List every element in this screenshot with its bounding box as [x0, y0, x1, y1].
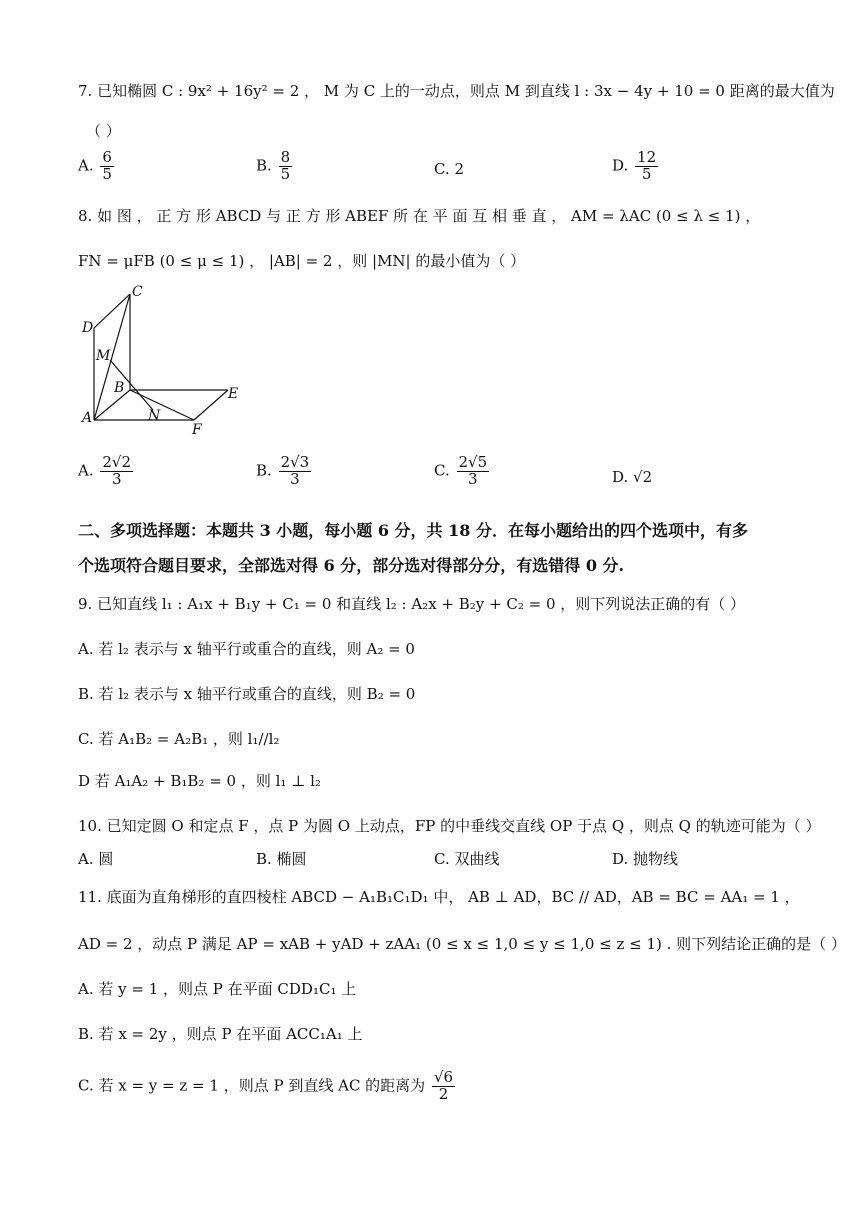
q7-option-d	[612, 150, 660, 183]
fraction	[279, 455, 312, 488]
q10-option-d: D. 抛物线	[612, 850, 679, 868]
q10-stem: 10. 已知定圆 O 和定点 F ，点 P 为圆 O 上动点，FP 的中垂线交直线 OP 于点 Q ，则点 Q 的轨迹可能为（ ）	[78, 817, 821, 835]
section-heading-line2: 个选项符合题目要求，全部选对得 6 分，部分选对得部分分，有选错得 0 分.	[78, 556, 625, 575]
numerator: 8	[280, 148, 291, 166]
numerator: 2√3	[280, 453, 310, 471]
q7-option-a	[78, 150, 116, 183]
option-label: B.	[256, 461, 272, 480]
numerator: 12	[637, 148, 657, 166]
denominator: 5	[102, 164, 112, 183]
label-b: B	[114, 380, 125, 396]
fraction	[279, 150, 293, 183]
q8-option-b	[256, 455, 313, 488]
option-label: D.	[612, 156, 629, 175]
q11-option-b: B. 若 x = 2y ，则点 P 在平面 ACC₁A₁ 上	[78, 1025, 363, 1043]
numerator: 2√2	[102, 453, 132, 471]
fraction	[457, 455, 490, 488]
q8-stem-line1: 8. 如 图 ， 正 方 形 ABCD 与 正 方 形 ABEF 所 在 平 面 互 相 垂 直 ， AM = λAC (0 ≤ λ ≤ 1) ，	[78, 207, 761, 225]
option-label: C.	[434, 461, 450, 480]
q11-option-c	[78, 1070, 457, 1103]
q11-option-a: A. 若 y = 1 ，则点 P 在平面 CDD₁C₁ 上	[78, 980, 357, 998]
numerator: √6	[433, 1068, 454, 1086]
denominator: 5	[280, 164, 291, 183]
denominator: 3	[290, 469, 300, 488]
q10-option-b: B. 椭圆	[256, 850, 307, 868]
label-c: C	[132, 284, 143, 300]
label-e: E	[228, 386, 239, 402]
q11-option-c-text: C. 若 x = y = z = 1 ，则点 P 到直线 AC 的距离为	[78, 1076, 426, 1095]
fraction	[100, 455, 133, 488]
geometry-diagram	[78, 280, 248, 440]
q8-option-d: D. √2	[612, 468, 653, 486]
q9-option-c: C. 若 A₁B₂ = A₂B₁ ，则 l₁//l₂	[78, 730, 280, 748]
denominator: 3	[468, 469, 478, 488]
label-m: M	[96, 348, 111, 364]
label-f: F	[192, 422, 202, 438]
numerator: 2√5	[458, 453, 488, 471]
q11-stem-line2: AD = 2 ，动点 P 满足 AP = xAB + yAD + zAA₁ (0 ≤ x ≤ 1,0 ≤ y ≤ 1,0 ≤ z ≤ 1) . 则下列结论正确的是（ ）	[78, 935, 846, 953]
denominator: 3	[111, 469, 122, 488]
q10-option-c: C. 双曲线	[434, 850, 500, 868]
denominator: 5	[641, 164, 652, 183]
option-label: B.	[256, 156, 272, 175]
q9-option-d: D 若 A₁A₂ + B₁B₂ = 0 ，则 l₁ ⊥ l₂	[78, 772, 321, 790]
label-a: A	[82, 410, 93, 426]
q10-option-a: A. 圆	[78, 850, 114, 868]
q9-option-b: B. 若 l₂ 表示与 x 轴平行或重合的直线，则 B₂ = 0	[78, 685, 416, 703]
q9-stem: 9. 已知直线 l₁ : A₁x + B₁y + C₁ = 0 和直线 l₂ : A₂x + B₂y + C₂ = 0 ，则下列说法正确的有（ ）	[78, 595, 746, 613]
fraction	[635, 150, 658, 183]
q8-stem-line2: FN = μFB (0 ≤ μ ≤ 1) ， |AB| = 2 ，则 |MN| 的最小值为（ ）	[78, 252, 526, 270]
q8-option-c	[434, 455, 491, 488]
fraction	[100, 150, 114, 183]
section-heading-line1: 二、多项选择题：本题共 3 小题，每小题 6 分，共 18 分．在每小题给出的四个选项中，有多	[78, 521, 748, 540]
label-n: N	[148, 408, 161, 424]
label-d: D	[82, 320, 94, 336]
option-label: A.	[78, 156, 94, 175]
numerator: 6	[102, 148, 112, 166]
fraction	[432, 1070, 455, 1103]
denominator: 2	[438, 1084, 449, 1103]
q9-option-a: A. 若 l₂ 表示与 x 轴平行或重合的直线，则 A₂ = 0	[78, 640, 415, 658]
q8-figure	[78, 280, 248, 444]
q8-option-a	[78, 455, 135, 488]
q7-paren: （ ）	[86, 122, 121, 140]
q7-stem: 7. 已知椭圆 C : 9x² + 16y² = 2 ， M 为 C 上的一动点，则点 M 到直线 l : 3x − 4y + 10 = 0 距离的最大值为	[78, 82, 835, 100]
option-label: A.	[78, 461, 94, 480]
q11-stem-line1: 11. 底面为直角梯形的直四棱柱 ABCD − A₁B₁C₁D₁ 中， AB ⊥ AD，BC // AD，AB = BC = AA₁ = 1 ，	[78, 888, 800, 906]
q7-option-b	[256, 150, 294, 183]
q7-option-c: C. 2	[434, 160, 465, 178]
